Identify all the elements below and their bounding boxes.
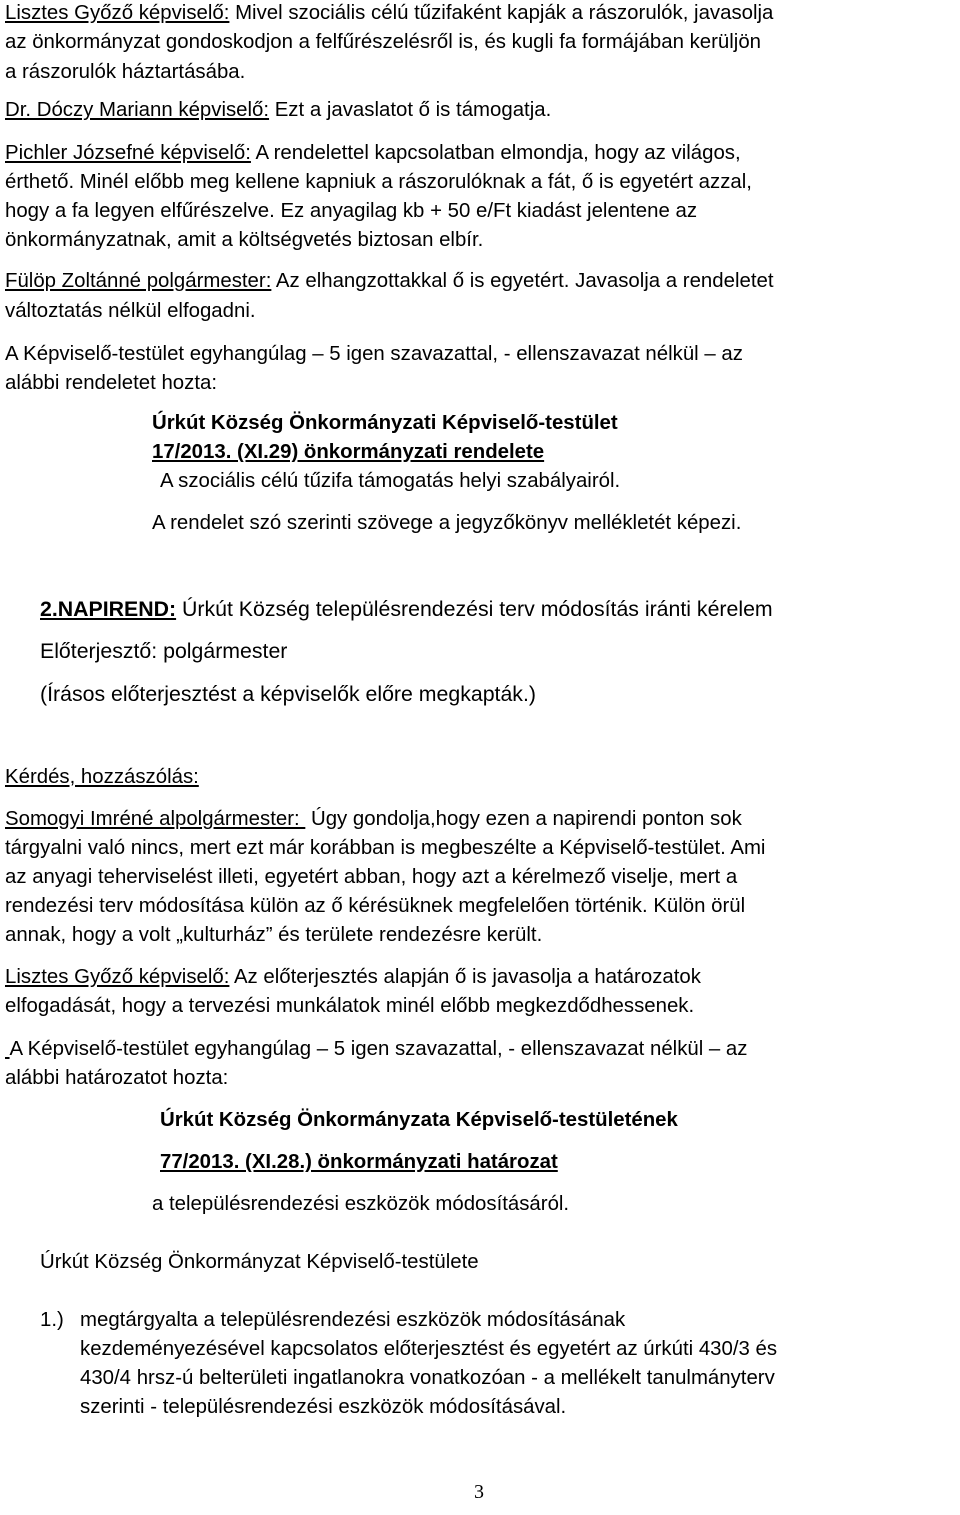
- vote-statement-2: A Képviselő-testület egyhangúlag – 5 igen szavazattal, - ellenszavazat nélkül – az: [9, 1038, 748, 1060]
- resolution-item-line: 430/4 hrsz-ú belterületi ingatlanokra vonatkozóan - a mellékelt tanulmányterv: [80, 1367, 775, 1389]
- paragraph-lisztes-1: Lisztes Győző képviselő: Mivel szociális célú tűzifaként kapják a rászorulók, javasolja: [5, 2, 774, 24]
- agenda-item-2: 2.NAPIREND: Úrkút Község településrendezési terv módosítás iránti kérelem: [40, 597, 773, 621]
- paragraph-fulop: Fülöp Zoltánné polgármester: Az elhangzottakkal ő is egyetért. Javasolja a rendeletet: [5, 270, 774, 292]
- paragraph-line: rendezési terv módosítása külön az ő kérésüknek megfelelően történik. Külön örül: [5, 895, 746, 917]
- vote-statement-line: alábbi rendeletet hozta:: [5, 372, 217, 394]
- resolution-number: 77/2013. (XI.28.) önkormányzati határozat: [160, 1151, 558, 1173]
- decree-title: Úrkút Község Önkormányzati Képviselő-testület: [152, 412, 618, 434]
- agenda-label: 2.NAPIREND:: [40, 597, 177, 621]
- resolution-item-line: megtárgyalta a településrendezési eszközök módosításának: [80, 1309, 626, 1331]
- agenda-presenter: Előterjesztő: polgármester: [40, 639, 288, 663]
- paragraph-line: az anyagi teherviselést illeti, egyetért abban, hogy azt a kérelmező viselje, mert a: [5, 866, 738, 888]
- decree-number: 17/2013. (XI.29) önkormányzati rendelete: [152, 441, 545, 463]
- paragraph-doczy: Dr. Dóczy Mariann képviselő: Ezt a javaslatot ő is támogatja.: [5, 99, 552, 121]
- paragraph-pichler: Pichler Józsefné képviselő: A rendelettel kapcsolatban elmondja, hogy az világos,: [5, 142, 741, 164]
- speaker-name: Pichler Józsefné képviselő:: [5, 142, 251, 164]
- paragraph-line: változtatás nélkül elfogadni.: [5, 300, 256, 322]
- resolution-subject: a településrendezési eszközök módosításáról.: [152, 1193, 570, 1215]
- speaker-name: Dr. Dóczy Mariann képviselő:: [5, 99, 270, 121]
- speaker-name: Lisztes Győző képviselő:: [5, 2, 230, 24]
- vote-statement-line: alábbi határozatot hozta:: [5, 1067, 229, 1089]
- paragraph-lisztes-2: Lisztes Győző képviselő: Az előterjesztés alapján ő is javasolja a határozatok: [5, 966, 701, 988]
- page-number: 3: [474, 1481, 484, 1503]
- speaker-name: Fülöp Zoltánné polgármester:: [5, 270, 272, 292]
- vote-statement: A Képviselő-testület egyhangúlag – 5 igen szavazattal, - ellenszavazat nélkül – az: [5, 343, 743, 365]
- questions-heading: Kérdés, hozzászólás:: [5, 766, 199, 788]
- decree-note: A rendelet szó szerinti szövege a jegyzőkönyv mellékletét képezi.: [152, 512, 742, 534]
- paragraph-line: az önkormányzat gondoskodjon a felfűrészelésről is, és kugli fa formájában kerüljön: [5, 31, 761, 53]
- paragraph-line: önkormányzatnak, amit a költségvetés biztosan elbír.: [5, 229, 484, 251]
- paragraph-line: tárgyalni való nincs, mert ezt már korábban is megbeszélte a Képviselő-testület. Ami: [5, 837, 766, 859]
- paragraph-line: érthető. Minél előbb meg kellene kapniuk a rászorulóknak a fát, ő is egyetért azzal,: [5, 171, 752, 193]
- paragraph-somogyi: Somogyi Imréné alpolgármester: Úgy gondolja,hogy ezen a napirendi ponton sok: [5, 808, 742, 830]
- speaker-name: Somogyi Imréné alpolgármester:: [5, 808, 306, 830]
- resolution-item-line: kezdeményezésével kapcsolatos előterjesztést és egyetért az úrkúti 430/3 és: [80, 1338, 778, 1360]
- resolution-item-line: szerinti - településrendezési eszközök módosításával.: [80, 1396, 567, 1418]
- paragraph-line: elfogadását, hogy a tervezési munkálatok minél előbb megkezdődhessenek.: [5, 995, 695, 1017]
- decree-subject: A szociális célú tűzifa támogatás helyi szabályairól.: [160, 470, 621, 492]
- speaker-name: Lisztes Győző képviselő:: [5, 966, 230, 988]
- resolution-item-number: 1.): [40, 1309, 64, 1331]
- resolution-body-title: Úrkút Község Önkormányzat Képviselő-testülete: [40, 1251, 479, 1273]
- paragraph-line: annak, hogy a volt „kulturház” és területe rendezésre került.: [5, 924, 543, 946]
- agenda-note: (Írásos előterjesztést a képviselők előre megkapták.): [40, 682, 536, 706]
- paragraph-line: a rászorulók háztartásába.: [5, 61, 246, 83]
- paragraph-line: hogy a fa legyen elfűrészelve. Ez anyagilag kb + 50 e/Ft kiadást jelentene az: [5, 200, 698, 222]
- resolution-title: Úrkút Község Önkormányzata Képviselő-testületének: [160, 1109, 678, 1131]
